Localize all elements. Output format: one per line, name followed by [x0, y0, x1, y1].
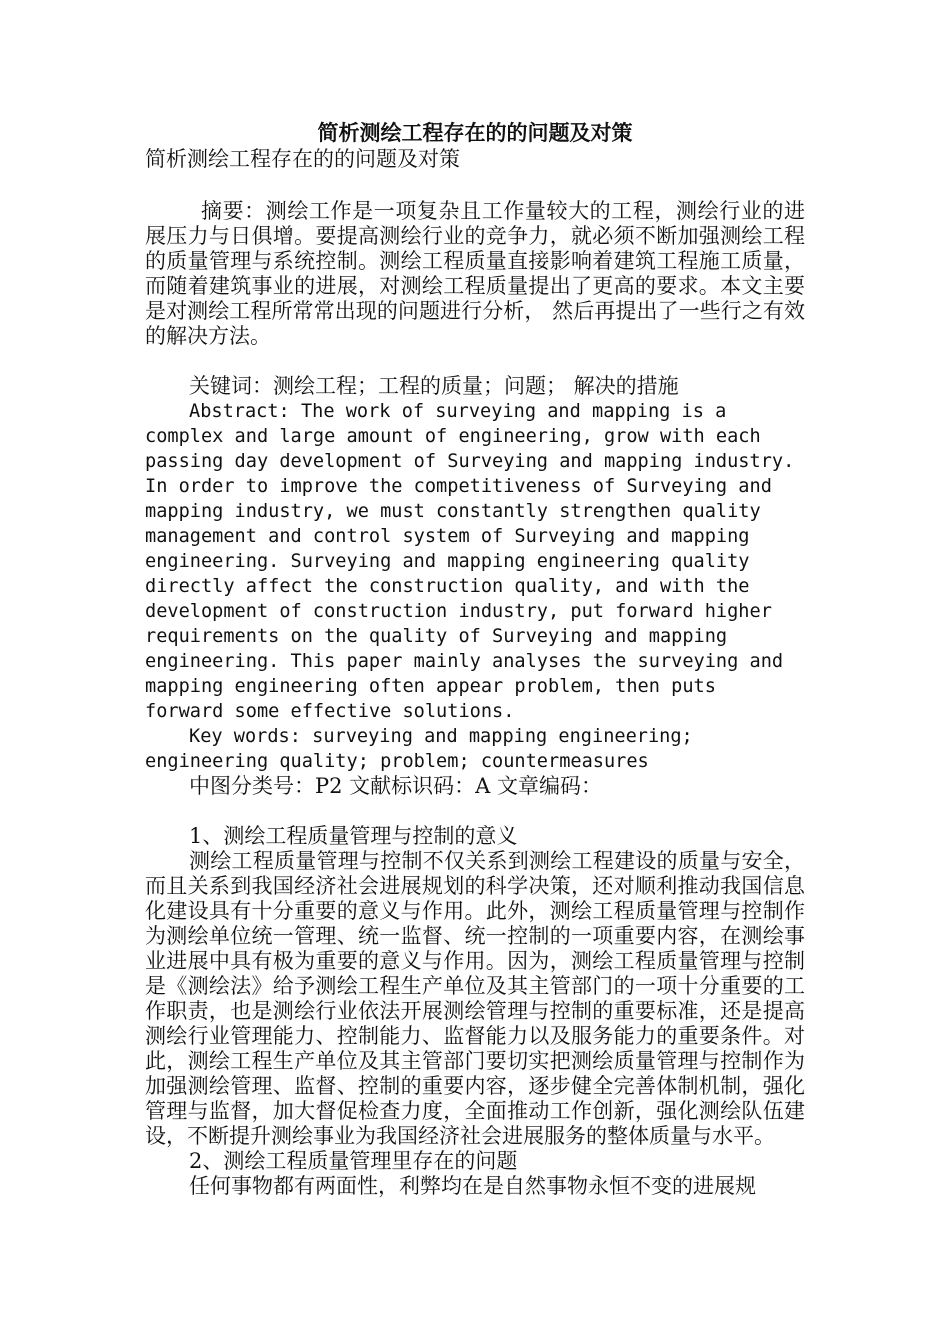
abstract-en: Abstract: The work of surveying and mapping is a complex and large amount of engineering, grow with each passing day development of Surveying and mapping industry. In order to improve the competitiveness of Surveying and mapping industry, we must constantly strengthen quality management and control system of Surveying and mapping engineering. Surveying and mapping engineering quality directly affect the construction quality, and with the development of construction industry, put forward higher requirements on the quality of Surveying and mapping engineering. This paper mainly analyses the surveying and mapping engineering often appear problem, then puts forward some effective solutions. — [145, 401, 795, 722]
section2-body: 任何事物都有两面性，利弊均在是自然事物永恒不变的进展规 — [189, 1174, 756, 1198]
section1-heading: 1、测绘工程质量管理与控制的意义 — [189, 824, 518, 848]
classification-line: 中图分类号：P2 文献标识码：A 文章编码： — [189, 774, 603, 798]
spacer — [145, 799, 805, 824]
keywords-en: Key words: surveying and mapping engineering; engineering quality; problem; countermeasures — [145, 726, 693, 772]
section1-body: 测绘工程质量管理与控制不仅关系到测绘工程建设的质量与安全，而且关系到我国经济社会进展规划的科学决策，还对顺利推动我国信息化建设具有十分重要的意义与作用。此外，测绘工程质量管理与控制作为测绘单位统一管理、统一监督、统一控制的一项重要内容，在测绘事业进展中具有极为重要的意义与作用。因为，测绘工程质量管理与控制是《测绘法》给予测绘工程生产单位及其主管部门的一项十分重要的工作职责，也是测绘行业依法开展测绘管理与控制的重要标准，还是提高测绘行业管理能力、控制能力、监督能力以及服务能力的重要条件。对此，测绘工程生产单位及其主管部门要切实把测绘质量管理与控制作为加强测绘管理、监督、控制的重要内容，逐步健全完善体制机制，强化管理与监督，加大督促检查力度，全面推动工作创新，强化测绘队伍建设，不断提升测绘事业为我国经济社会进展服务的整体质量与水平。 — [145, 849, 805, 1148]
section2-heading: 2、测绘工程质量管理里存在的问题 — [189, 1149, 518, 1173]
document-title: 简析测绘工程存在的的问题及对策 — [317, 120, 633, 145]
document-subtitle: 简析测绘工程存在的的问题及对策 — [145, 147, 460, 171]
abstract-cn: 摘要：测绘工作是一项复杂且工作量较大的工程，测绘行业的进展压力与日俱增。要提高测绘行业的竞争力，就必须不断加强测绘工程的质量管理与系统控制。测绘工程质量直接影响着建筑工程施工质量，而随着建筑事业的进展，对测绘工程质量提出了更高的要求。本文主要是对测绘工程所常常出现的问题进行分析， 然后再提出了一些行之有效的解决方法。 — [145, 199, 805, 348]
spacer — [145, 349, 805, 374]
document-page — [145, 120, 805, 1199]
keywords-cn: 关键词：测绘工程；工程的质量；问题； 解决的措施 — [189, 374, 679, 398]
